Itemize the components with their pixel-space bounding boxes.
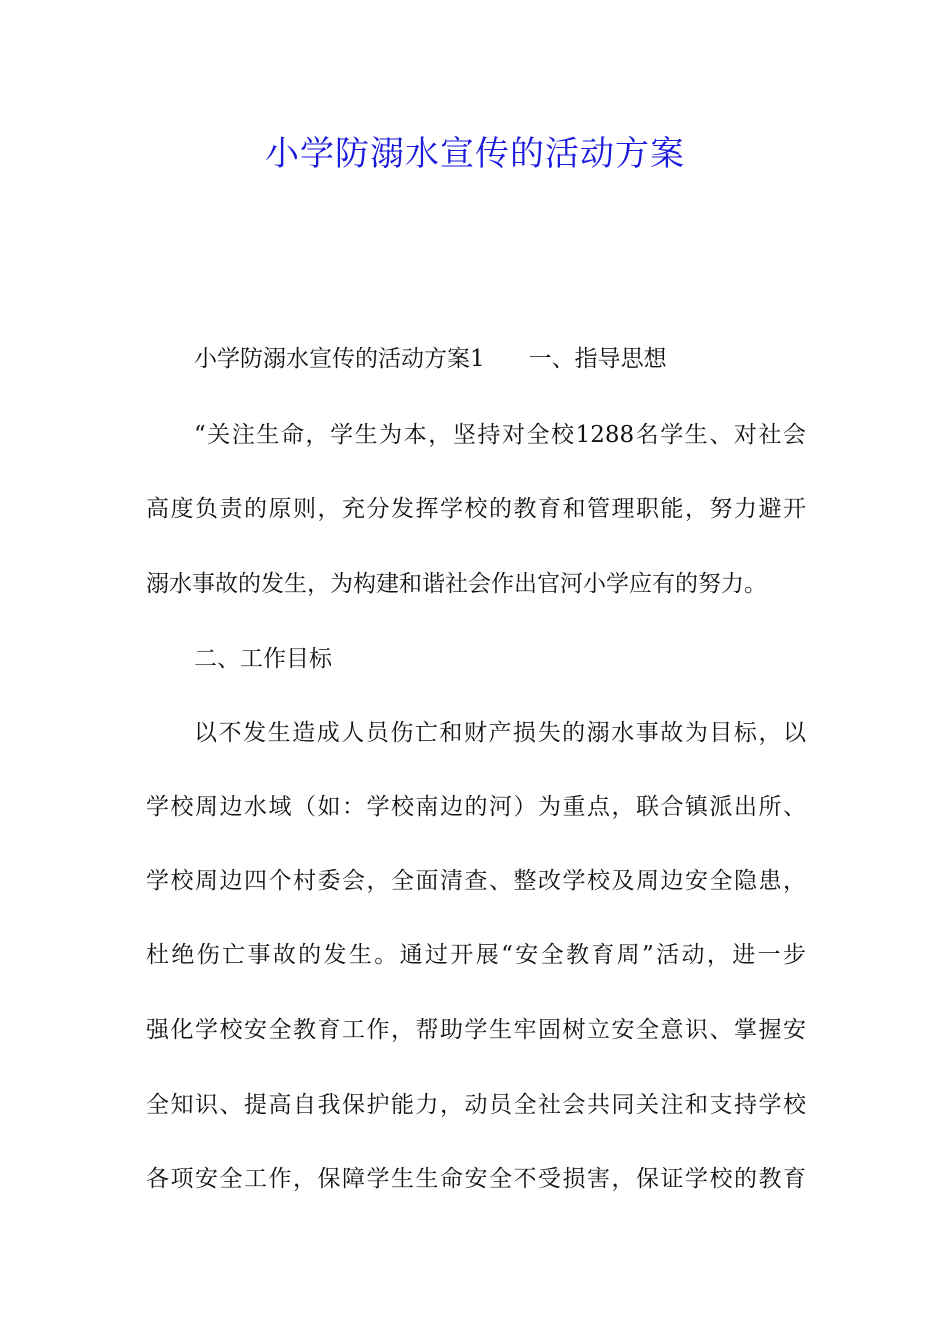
document-title: 小学防溺水宣传的活动方案 — [265, 134, 685, 174]
paragraph-line: 学校周边四个村委会，全面清查、整改学校及周边安全隐患， — [146, 868, 806, 894]
paragraph-line: 以不发生造成人员伤亡和财产损失的溺水事故为目标，以 — [194, 720, 806, 746]
paragraph-line: 各项安全工作，保障学生生命安全不受损害，保证学校的教育 — [146, 1166, 806, 1192]
section-heading-line — [194, 342, 806, 376]
paragraph-line: 杜绝伤亡事故的发生。通过开展“安全教育周”活动，进一步 — [146, 942, 806, 968]
paragraph-line: 溺水事故的发生，为构建和谐社会作出官河小学应有的努力。 — [146, 571, 767, 597]
paragraph-line: “关注生命，学生为本，坚持对全校1288名学生、对社会 — [194, 422, 806, 448]
paragraph-line: 学校周边水域（如：学校南边的河）为重点，联合镇派出所、 — [146, 794, 806, 820]
paragraph-line: 强化学校安全教育工作，帮助学生牢固树立安全意识、掌握安 — [146, 1017, 806, 1043]
section-heading-work-goals: 二、工作目标 — [194, 646, 332, 672]
plan-subtitle: 小学防溺水宣传的活动方案1 — [194, 346, 485, 372]
paragraph-line: 高度负责的原则，充分发挥学校的教育和管理职能，努力避开 — [146, 496, 806, 522]
paragraph-line: 全知识、提高自我保护能力，动员全社会共同关注和支持学校 — [146, 1092, 806, 1118]
section-heading-guiding-thought: 一、指导思想 — [528, 346, 667, 372]
